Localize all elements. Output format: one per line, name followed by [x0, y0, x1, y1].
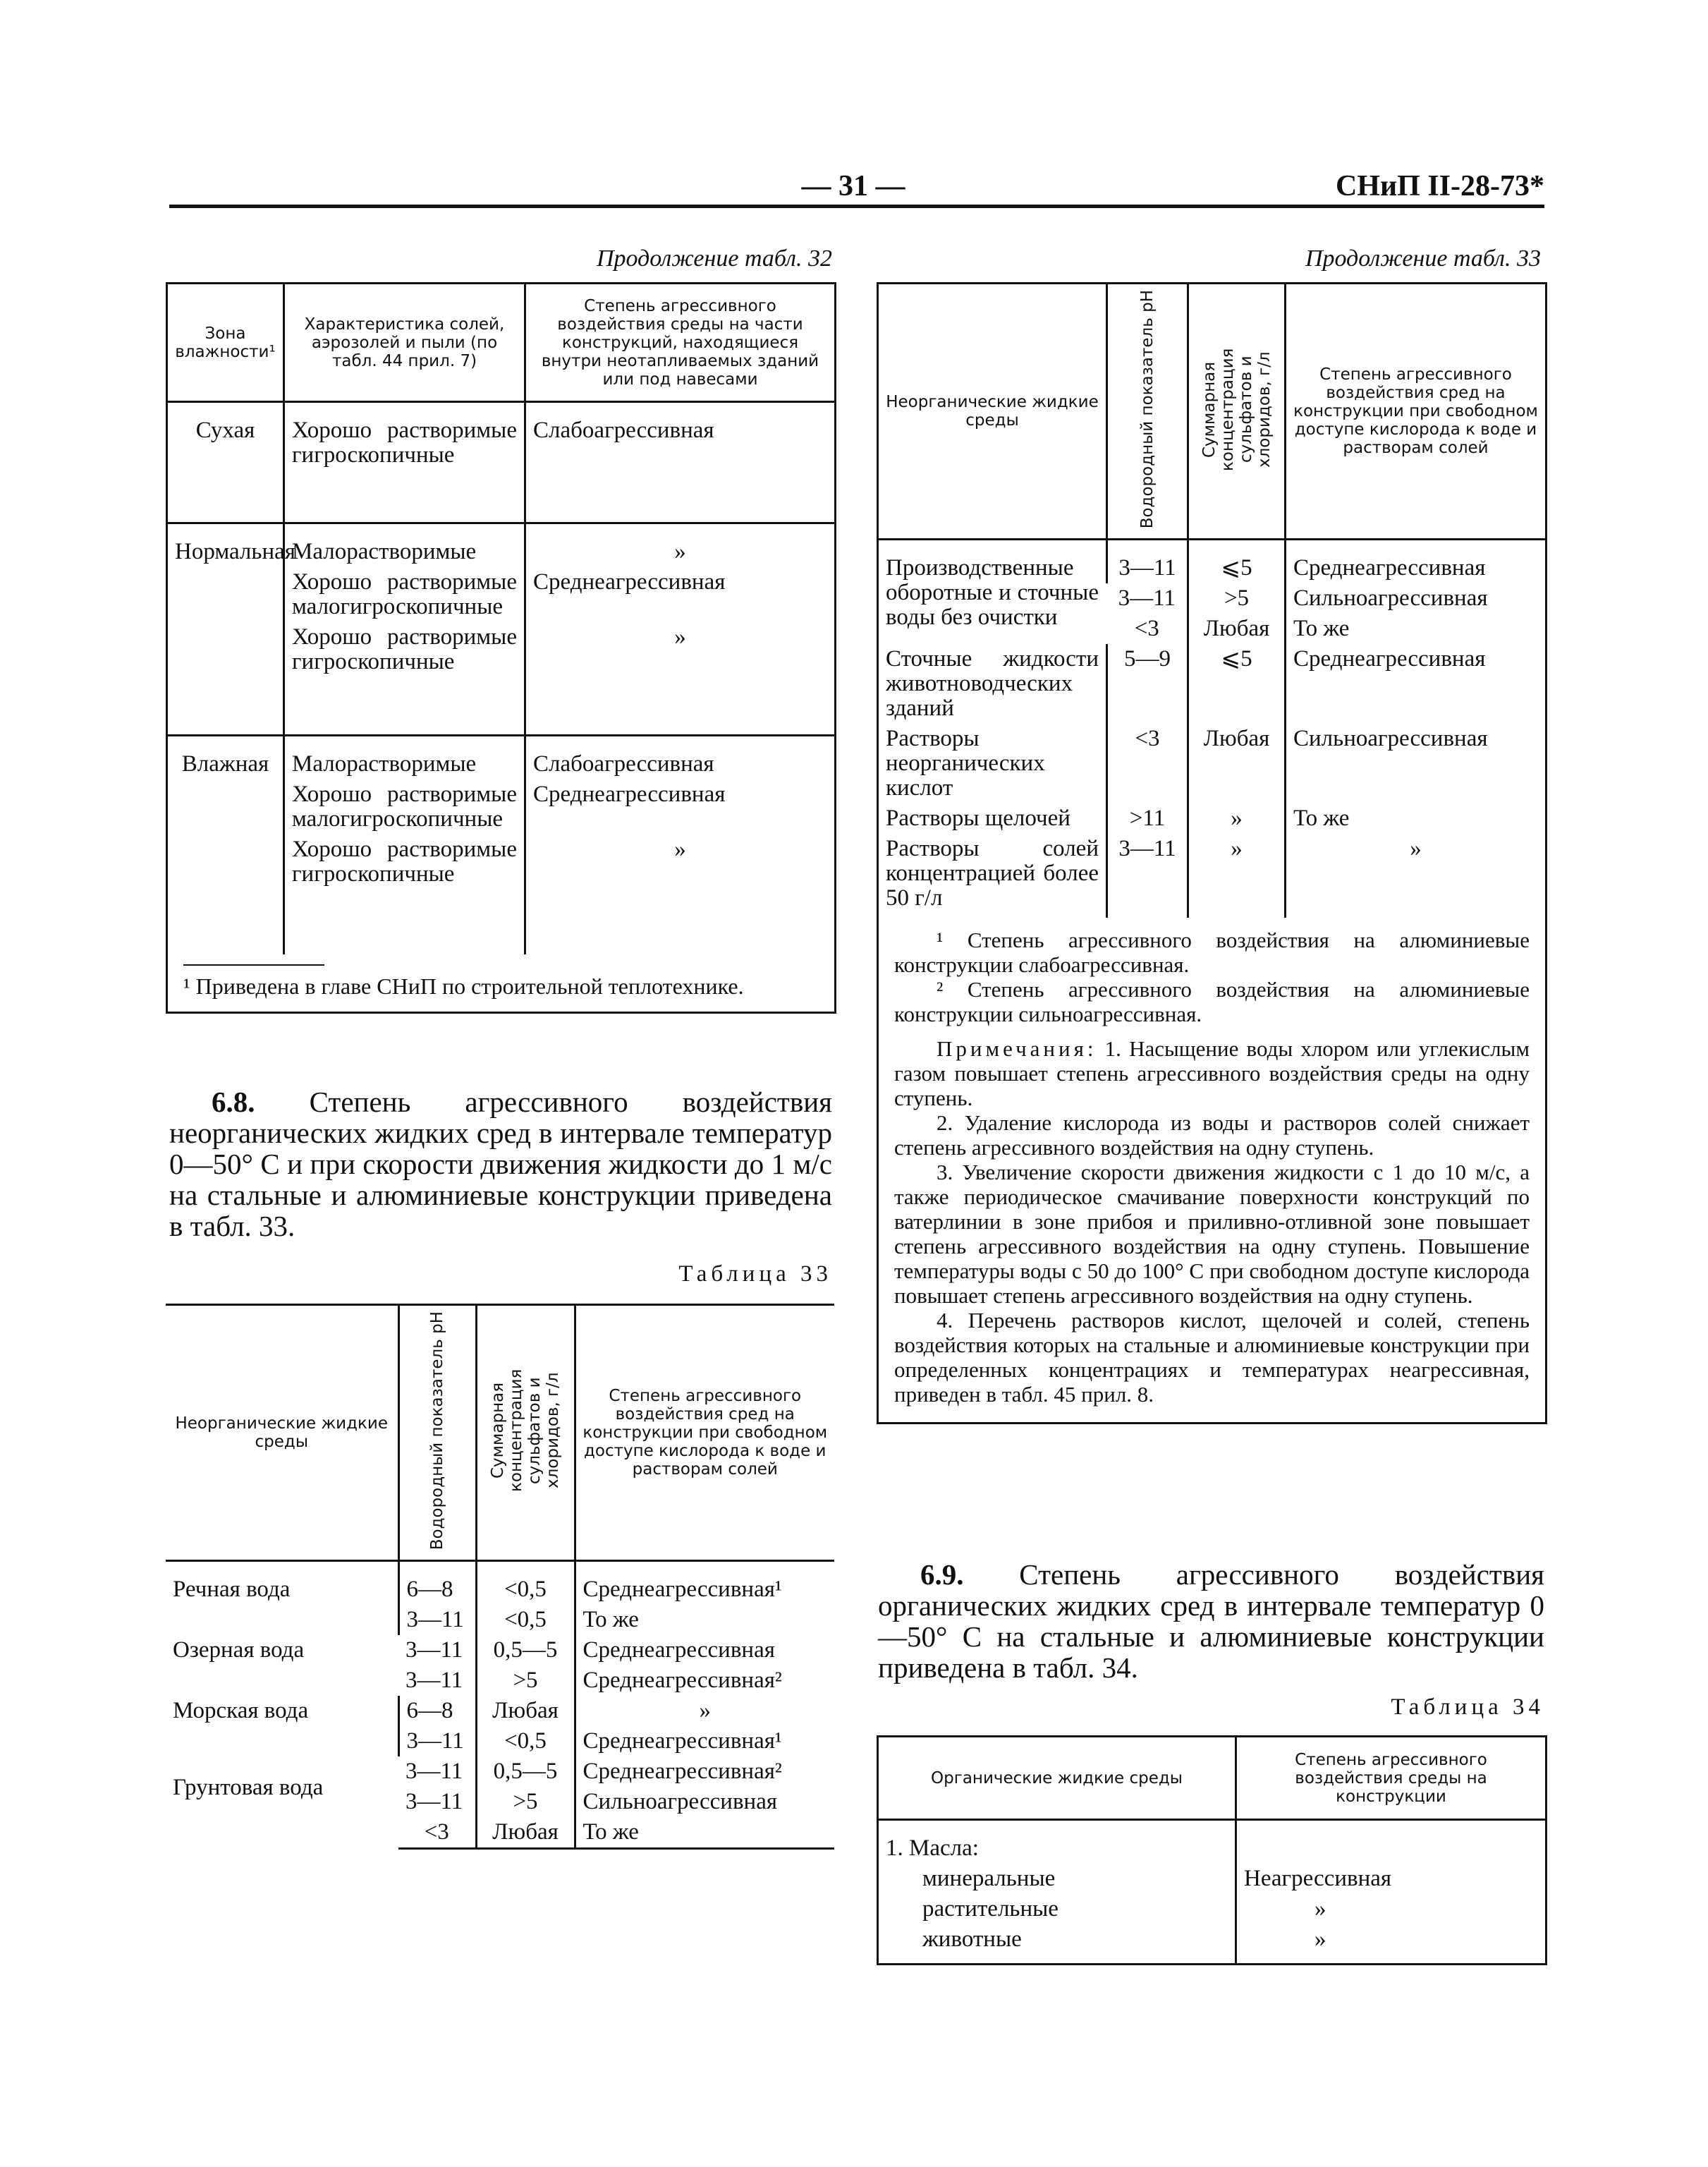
- t33-note-2: 2. Удаление кислорода из воды и растворов солей снижает степень агрессивного воздействия на одну ступень.: [894, 1110, 1530, 1160]
- table32-continuation-label: Продолжение табл. 32: [596, 245, 832, 272]
- t33c-cell: 5—9: [1107, 644, 1188, 724]
- t33c-cell: Любая: [1188, 724, 1286, 803]
- table-row: [878, 540, 1547, 584]
- t33-cell: 6—8: [398, 1696, 476, 1726]
- table-34: [877, 1735, 1547, 1965]
- table-row: [167, 622, 836, 735]
- table-row: [878, 918, 1547, 1424]
- table-row: [167, 567, 836, 622]
- t32-cell: Хорошо растворимые малогигроскопичные: [284, 567, 525, 622]
- t33c-cell: 3—11: [1118, 585, 1176, 612]
- t32-cell: [167, 622, 284, 735]
- t33-cell: 3—11: [405, 1789, 463, 1815]
- t33-footnote-2: ² Степень агрессивного воздействия на алюминиевые конструкции сильноагрессивная.: [894, 977, 1530, 1027]
- t33-footnote-1: ¹ Степень агрессивного воздействия на алюминиевые конструкции слабоагрессивная.: [894, 928, 1530, 978]
- t33c-header-medium: Неорганические жидкие среды: [878, 284, 1107, 540]
- t33-cell: 6—8: [398, 1561, 476, 1605]
- t33-cell: Любая: [476, 1696, 575, 1726]
- t33c-cell: ⩽5: [1188, 644, 1286, 724]
- table33-continuation-label: Продолжение табл. 33: [1305, 245, 1541, 272]
- table-32: [166, 282, 836, 1014]
- t33-cell: Среднеагрессивная: [575, 1635, 834, 1665]
- footnote-rule: [183, 964, 324, 966]
- t32-cell: Малорастворимые: [284, 735, 525, 779]
- table-row: [878, 834, 1547, 918]
- t33-note-4: 4. Перечень растворов кислот, щелочей и солей, степень воздействия которых на стальные и алюминиевые конструкции при определенных концентрациях и температурах неагрессивная, приведен в табл. 45 прил. 8.: [894, 1308, 1530, 1407]
- t33-cell: 3—11: [405, 1759, 463, 1785]
- table-row: [878, 644, 1547, 724]
- t33-cell: >5: [476, 1665, 575, 1696]
- table-row: [167, 954, 836, 1013]
- t32-cell: Хорошо растворимые гигроскопичные: [284, 402, 525, 523]
- t32-cell: Сухая: [167, 402, 284, 523]
- t34-header-medium: Органические жидкие среды: [878, 1737, 1236, 1820]
- t33c-cell: То же: [1286, 803, 1547, 834]
- t34-cell: Неагрессивная: [1236, 1864, 1547, 1894]
- t32-cell: »: [525, 834, 836, 954]
- t33c-cell: Сильноагрессивная: [1286, 583, 1547, 614]
- t32-header-salts: Характеристика солей, аэрозолей и пыли (по табл. 44 прил. 7): [284, 284, 525, 402]
- table-row: [167, 735, 836, 779]
- table-row: [167, 834, 836, 954]
- t33c-cell: >5: [1188, 583, 1286, 614]
- t32-cell: Слабоагрессивная: [525, 402, 836, 523]
- t33-cell: Любая: [476, 1817, 575, 1849]
- notes-label: Примечания:: [937, 1036, 1097, 1062]
- t33-cell: Озерная вода: [173, 1637, 305, 1663]
- t32-cell: Хорошо растворимые малогигроскопичные: [284, 779, 525, 834]
- t33c-cell: <3: [1134, 616, 1159, 642]
- t32-cell: [167, 834, 284, 954]
- page-number: — 31 —: [801, 170, 905, 202]
- table33-caption: Таблица 33: [678, 1261, 832, 1287]
- table-row: [166, 1726, 834, 1756]
- t34-header-degree: Степень агрессивного воздействия среды на конструкции: [1236, 1737, 1547, 1820]
- t33-note-3: 3. Увеличение скорости движения жидкости с 1 до 10 м/с, а также периодическое смачивание поверхности конструкций по ватерлинии в зоне прибоя и приливно-отливной зоне повышает степень агрессивного воздействия на одну ступень. Повышение температуры воды с 50 до 100° С при свободном доступе кислорода повышает степень агрессивного воздействия на одну ступень.: [894, 1160, 1530, 1309]
- t33c-cell: 3—11: [1107, 834, 1188, 918]
- t33-cell: Среднеагрессивная¹: [575, 1726, 834, 1756]
- t33c-cell: ⩽5: [1188, 540, 1286, 584]
- table-row: [878, 803, 1547, 834]
- t33-header-conc: Суммарная концентрация сульфатов и хлоридов, г/л: [489, 1368, 562, 1493]
- t33-cell: <0,5: [476, 1561, 575, 1605]
- paragraph-text: Степень агрессивного воздействия органических жидких сред в интервале температур 0—50° С на стальные и алюминиевые конструкции приведена в табл. 34.: [878, 1558, 1544, 1684]
- table34-caption: Таблица 34: [1391, 1694, 1544, 1720]
- table-row: [878, 724, 1547, 803]
- document-code: СНиП II-28-73*: [1335, 170, 1544, 202]
- t33c-cell: 3—11: [1107, 540, 1188, 584]
- t33c-cell: Растворы солей концентрацией более 50 г/л: [886, 836, 1099, 911]
- t33c-header-conc: Суммарная концентрация сульфатов и хлоридов, г/л: [1200, 347, 1274, 471]
- t33c-header-degree: Степень агрессивного воздействия сред на конструкции при свободном доступе кислорода к воде и растворам солей: [1286, 284, 1547, 540]
- t34-cell: »: [1236, 1924, 1547, 1964]
- t33-header-ph: Водородный показатель pH: [428, 1311, 446, 1550]
- t32-cell: Слабоагрессивная: [525, 735, 836, 779]
- t33-cell: Среднеагрессивная²: [575, 1756, 834, 1787]
- t32-cell: Влажная: [181, 751, 269, 777]
- table-row: [166, 1605, 834, 1635]
- t33c-cell: Любая: [1188, 614, 1286, 644]
- table-row: [166, 1561, 834, 1605]
- t33-cell: >5: [476, 1787, 575, 1817]
- t34-cell: растительные: [922, 1896, 1059, 1922]
- t33-cell: Сильноагрессивная: [575, 1787, 834, 1817]
- t33-cell: То же: [575, 1605, 834, 1635]
- t33-cell: 3—11: [405, 1637, 463, 1663]
- t33-cell: Речная вода: [173, 1577, 291, 1603]
- t33-cell: »: [575, 1696, 834, 1726]
- t33-cell: 0,5—5: [476, 1635, 575, 1665]
- t33c-cell: »: [1286, 834, 1547, 918]
- t32-cell: Нормальная: [175, 539, 295, 564]
- table-row: [166, 1696, 834, 1726]
- t32-header-zone: Зона влажности¹: [167, 284, 284, 402]
- t34-cell: 1. Масла:: [886, 1835, 979, 1861]
- t33c-cell: Сточные жидкости животноводческих зданий: [886, 646, 1099, 722]
- t34-cell: »: [1236, 1894, 1547, 1924]
- t32-cell: [167, 779, 284, 834]
- paragraph-6-9: [878, 1559, 1544, 1683]
- t32-cell: »: [525, 523, 836, 568]
- t33c-cell: Сильноагрессивная: [1286, 724, 1547, 803]
- t33c-cell: Среднеагрессивная: [1286, 540, 1547, 584]
- t33c-cell: Растворы щелочей: [886, 806, 1070, 832]
- t33-cell: Среднеагрессивная²: [575, 1665, 834, 1696]
- t32-cell: Хорошо растворимые гигроскопичные: [284, 622, 525, 735]
- t32-cell: [167, 567, 284, 622]
- paragraph-text: Степень агрессивного воздействия неорганических жидких сред в интервале температур 0—50° С и при скорости движения жидкости до 1 м/с на стальные и алюминиевые конструкции приведена в табл. 33.: [169, 1086, 832, 1242]
- t32-cell: »: [525, 622, 836, 735]
- t33c-cell: »: [1188, 834, 1286, 918]
- t33-cell: <3: [398, 1817, 476, 1849]
- t33-cell: 0,5—5: [476, 1756, 575, 1787]
- t33c-header-ph: Водородный показатель pH: [1138, 290, 1157, 529]
- t33-cell: Грунтовая вода: [173, 1774, 324, 1800]
- paragraph-6-8: [169, 1086, 832, 1242]
- t33c-cell: Растворы неорганических кислот: [886, 726, 1045, 801]
- header-rule: [169, 205, 1544, 208]
- paragraph-number: 6.8.: [212, 1086, 255, 1118]
- paragraph-number: 6.9.: [920, 1558, 964, 1591]
- table-row: [878, 1894, 1547, 1924]
- table-row: [878, 1864, 1547, 1894]
- t32-footnote: ¹ Приведена в главе СНиП по строительной теплотехнике.: [183, 973, 744, 999]
- table-row: [167, 402, 836, 523]
- t33-note-1: Примечания: 1. Насыщение воды хлором или углекислым газом повышает степень агрессивного воздействия среды на одну ступень.: [894, 1036, 1530, 1111]
- table-33: [166, 1304, 834, 1850]
- t33-cell: 3—11: [405, 1668, 463, 1694]
- t33-cell: <0,5: [476, 1726, 575, 1756]
- t33c-cell: Производственные оборотные и сточные воды без очистки: [886, 555, 1099, 631]
- t33-cell: То же: [575, 1817, 834, 1849]
- t32-cell: Хорошо растворимые гигроскопичные: [284, 834, 525, 954]
- t33-cell: 3—11: [398, 1605, 476, 1635]
- t34-cell: минеральные: [922, 1866, 1056, 1891]
- t34-cell: животные: [878, 1924, 1236, 1964]
- t33-cell: 3—11: [398, 1726, 476, 1756]
- t33-cell: Среднеагрессивная¹: [575, 1561, 834, 1605]
- table-row: [878, 1820, 1547, 1864]
- t32-cell: Среднеагрессивная: [525, 567, 836, 622]
- table-33-continued: [877, 282, 1547, 1424]
- t32-header-degree: Степень агрессивного воздействия среды на части конструкций, находящиеся внутри неотапливаемых зданий или под навесами: [525, 284, 836, 402]
- t33-header-medium: Неорганические жидкие среды: [166, 1305, 398, 1561]
- t33c-cell: »: [1188, 803, 1286, 834]
- t33-header-degree: Степень агрессивного воздействия сред на конструкции при свободном доступе кислорода к воде и растворам солей: [575, 1305, 834, 1561]
- table-row: [878, 1924, 1547, 1964]
- t32-cell: Среднеагрессивная: [525, 779, 836, 834]
- t33-cell: Морская вода: [173, 1698, 309, 1724]
- t33c-cell: >11: [1107, 803, 1188, 834]
- t32-cell: Малорастворимые: [284, 523, 525, 568]
- table-row: [167, 779, 836, 834]
- t33c-cell: Среднеагрессивная: [1286, 644, 1547, 724]
- t34-cell: [1236, 1820, 1547, 1864]
- t33c-cell: То же: [1286, 614, 1547, 644]
- table-row: [167, 523, 836, 568]
- t33-cell: <0,5: [476, 1605, 575, 1635]
- t33c-cell: <3: [1107, 724, 1188, 803]
